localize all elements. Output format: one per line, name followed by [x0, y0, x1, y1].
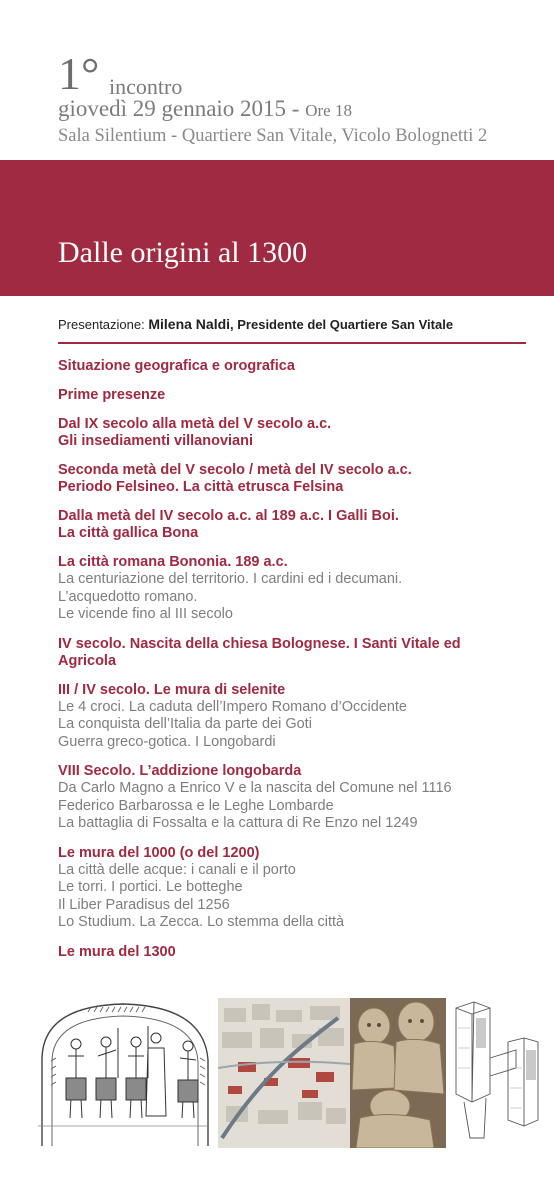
event-date-text: giovedì 29 gennaio 2015 - — [58, 96, 306, 121]
program-item-detail: La centuriazione del territorio. I cardini ed i decumani. — [58, 571, 403, 587]
program-item-detail: La battaglia di Fossalta e la cattura di Re Enzo nel 1249 — [58, 815, 418, 831]
program-item-detail: Guerra greco-gotica. I Longobardi — [58, 733, 276, 750]
title-banner — [0, 160, 554, 296]
program-item-heading: IV secolo. Nascita della chiesa Bolognese. I Santi Vitale ed — [58, 635, 461, 652]
program-item-heading: La città romana Bononia. 189 a.c. — [58, 554, 288, 570]
meeting-number: 1° — [58, 48, 100, 99]
image-strip — [28, 998, 554, 1148]
program-item — [58, 636, 528, 670]
program-list — [58, 358, 528, 961]
program-item-heading: Periodo Felsineo. La città etrusca Felsina — [58, 479, 344, 495]
program-item-detail: La città delle acque: i canali e il porto — [58, 861, 296, 878]
program-item-heading: Prime presenze — [58, 387, 166, 403]
program-item — [58, 944, 528, 961]
program-item-heading: Dal IX secolo alla metà del V secolo a.c. — [58, 416, 332, 432]
event-time: Ore 18 — [305, 101, 352, 120]
city-model-photo — [218, 998, 350, 1148]
divider — [58, 342, 526, 344]
program-item — [58, 387, 528, 404]
program-item-detail: L’acquedotto romano. — [58, 588, 198, 605]
program-item-heading: III / IV secolo. Le mura di selenite — [58, 681, 286, 698]
presenter-role: , Presidente del Quartiere San Vitale — [230, 317, 454, 332]
event-header — [58, 48, 544, 148]
program-item-detail: Le vicende fino al III secolo — [58, 606, 233, 622]
presenter-name: Milena Naldi — [148, 316, 231, 332]
program-item-heading: La città gallica Bona — [58, 525, 199, 541]
program-item-detail: Federico Barbarossa e le Leghe Lombarde — [58, 797, 334, 814]
event-date — [58, 96, 544, 124]
presenter-label: Presentazione: — [58, 317, 149, 332]
program-item-detail: Il Liber Paradisus del 1256 — [58, 896, 230, 913]
program-item-heading: Le mura del 1300 — [58, 943, 176, 960]
presenter-line — [58, 315, 528, 334]
page-title: Dalle origini al 1300 — [58, 236, 308, 269]
program-item-heading: Seconda metà del V secolo / metà del IV secolo a.c. — [58, 462, 412, 478]
meeting-label: incontro — [109, 74, 183, 99]
program-item-detail: Da Carlo Magno a Enrico V e la nascita del Comune nel 1116 — [58, 780, 452, 796]
program-item — [58, 682, 528, 752]
program-item-heading: Le mura del 1000 (o del 1200) — [58, 844, 260, 861]
program-item-detail: Le 4 croci. La caduta dell’Impero Romano d’Occidente — [58, 698, 407, 715]
program-item — [58, 845, 528, 932]
program-item — [58, 358, 528, 375]
program-item-detail: La conquista dell’Italia da parte dei Goti — [58, 716, 312, 732]
program-item-heading: Situazione geografica e orografica — [58, 358, 295, 374]
program-item-heading: Agricola — [58, 652, 117, 669]
tower-drawing — [446, 998, 554, 1148]
program-item-detail: Lo Studium. La Zecca. Lo stemma della città — [58, 914, 345, 930]
program-item-heading: Dalla metà del IV secolo a.c. al 189 a.c. I Galli Boi. — [58, 508, 399, 524]
sculpture-relief-photo — [350, 998, 446, 1148]
program-item — [58, 508, 528, 542]
program-item — [58, 416, 528, 450]
program-content — [58, 315, 528, 973]
program-item-heading: VIII Secolo. L’addizione longobarda — [58, 763, 302, 779]
etruscan-stele-drawing — [28, 998, 218, 1148]
event-venue: Sala Silentium - Quartiere San Vitale, Vicolo Bolognetti 2 — [58, 126, 488, 146]
meeting-number-line — [58, 48, 544, 99]
program-item — [58, 462, 528, 496]
program-item — [58, 763, 528, 833]
program-item-detail: Le torri. I portici. Le botteghe — [58, 879, 243, 895]
program-item-heading: Gli insediamenti villanoviani — [58, 433, 253, 449]
program-item — [58, 554, 528, 624]
